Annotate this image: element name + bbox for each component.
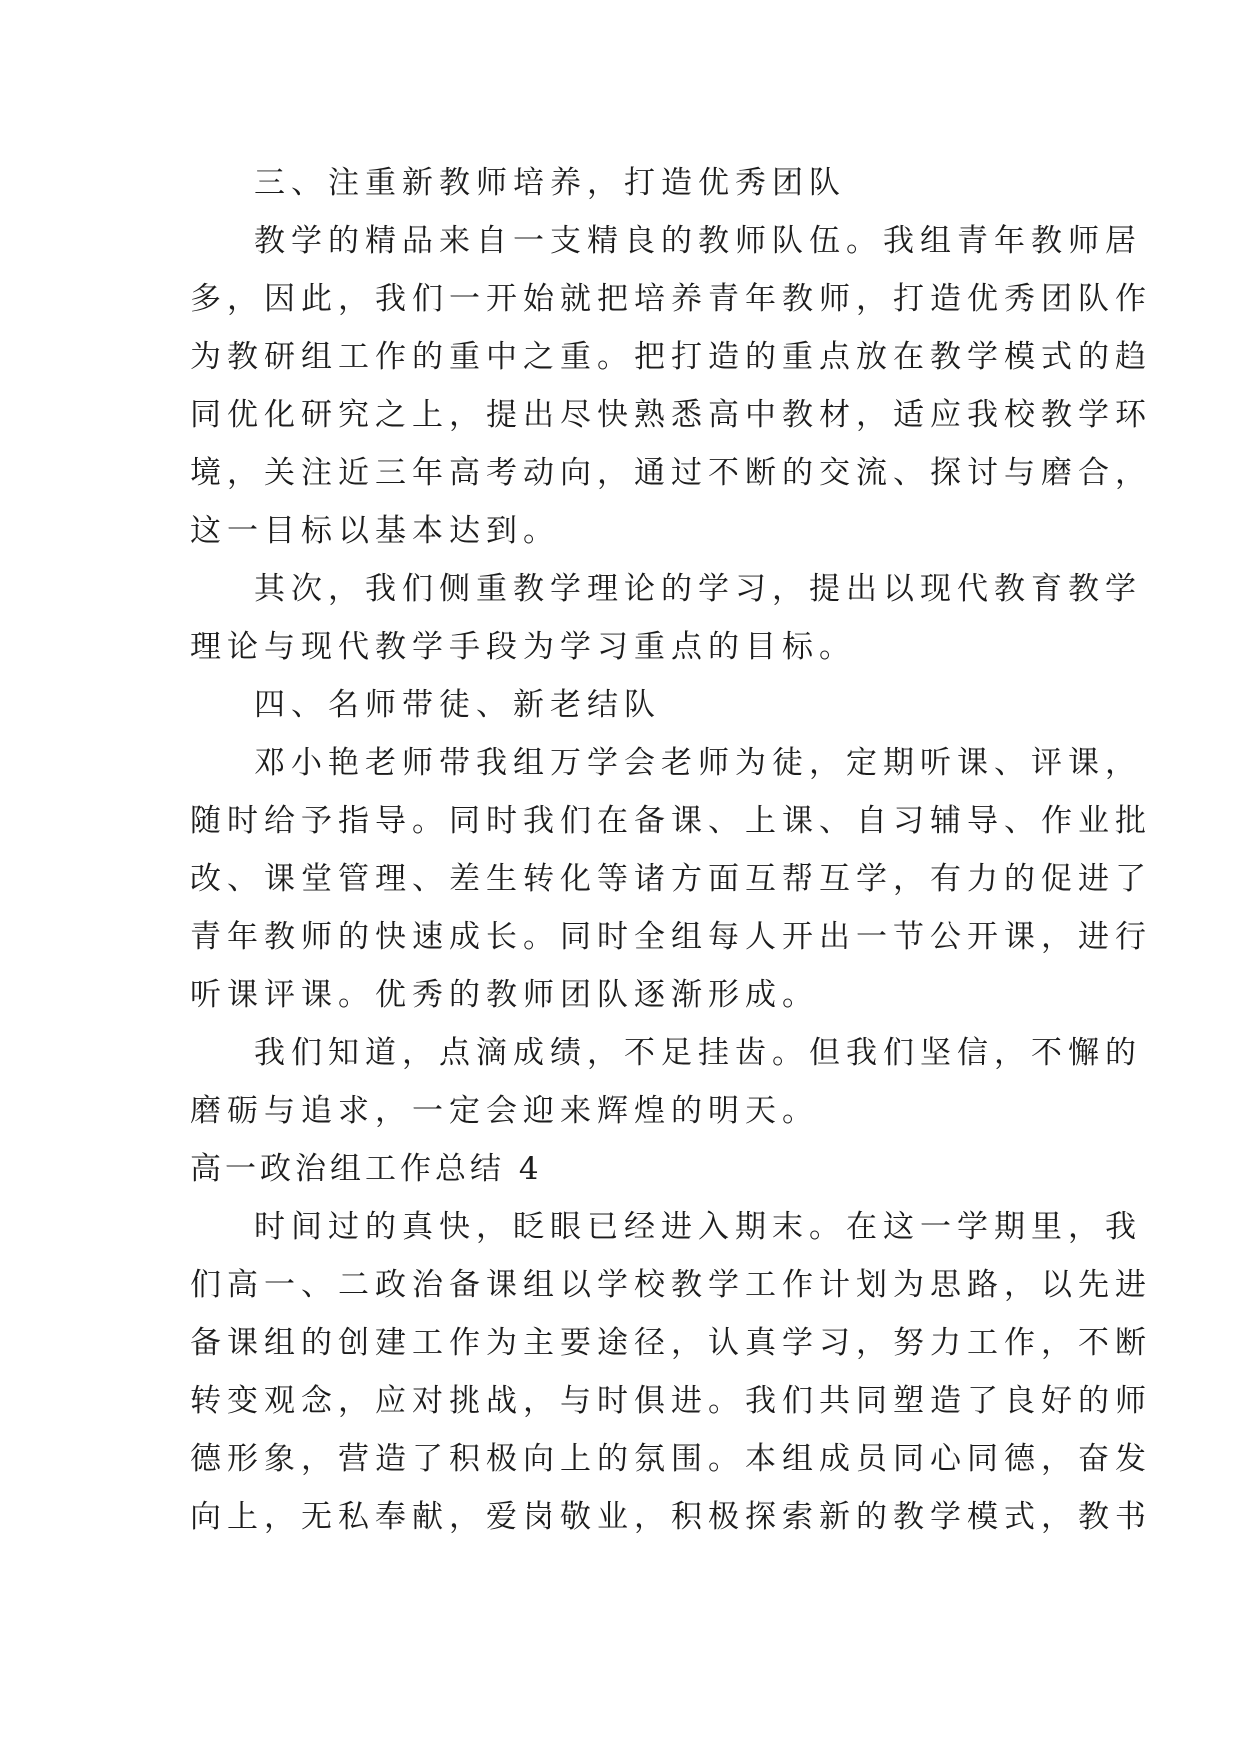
paragraph-line: 理论与现代教学手段为学习重点的目标。 xyxy=(190,629,856,665)
paragraph-line: 们高一、二政治备课组以学校教学工作计划为思路，以先进 xyxy=(190,1267,1152,1303)
section-heading-4: 四、名师带徒、新老结队 xyxy=(254,687,661,723)
paragraph-line: 向上，无私奉献，爱岗敬业，积极探索新的教学模式，教书 xyxy=(190,1499,1152,1535)
paragraph-line: 听课评课。优秀的教师团队逐渐形成。 xyxy=(190,977,819,1013)
document-title-4: 高一政治组工作总结 4 xyxy=(190,1151,543,1187)
paragraph-line: 随时给予指导。同时我们在备课、上课、自习辅导、作业批 xyxy=(190,803,1152,839)
paragraph-line: 时间过的真快，眨眼已经进入期末。在这一学期里，我 xyxy=(254,1209,1142,1245)
paragraph-line: 其次，我们侧重教学理论的学习，提出以现代教育教学 xyxy=(254,571,1142,607)
section-heading-3: 三、注重新教师培养，打造优秀团队 xyxy=(254,165,846,201)
paragraph-line: 转变观念，应对挑战，与时俱进。我们共同塑造了良好的师 xyxy=(190,1383,1152,1419)
paragraph-line: 我们知道，点滴成绩，不足挂齿。但我们坚信，不懈的 xyxy=(254,1035,1142,1071)
paragraph-line: 这一目标以基本达到。 xyxy=(190,513,560,549)
paragraph-line: 磨砺与追求，一定会迎来辉煌的明天。 xyxy=(190,1093,819,1129)
paragraph-line: 同优化研究之上，提出尽快熟悉高中教材，适应我校教学环 xyxy=(190,397,1152,433)
paragraph-line: 德形象，营造了积极向上的氛围。本组成员同心同德，奋发 xyxy=(190,1441,1152,1477)
paragraph-line: 邓小艳老师带我组万学会老师为徒，定期听课、评课， xyxy=(254,745,1142,781)
paragraph-line: 青年教师的快速成长。同时全组每人开出一节公开课，进行 xyxy=(190,919,1152,955)
paragraph-line: 为教研组工作的重中之重。把打造的重点放在教学模式的趋 xyxy=(190,339,1152,375)
paragraph-line: 备课组的创建工作为主要途径，认真学习，努力工作，不断 xyxy=(190,1325,1152,1361)
paragraph-line: 教学的精品来自一支精良的教师队伍。我组青年教师居 xyxy=(254,223,1142,259)
paragraph-line: 改、课堂管理、差生转化等诸方面互帮互学，有力的促进了 xyxy=(190,861,1152,897)
paragraph-line: 境，关注近三年高考动向，通过不断的交流、探讨与磨合， xyxy=(190,455,1152,491)
paragraph-line: 多，因此，我们一开始就把培养青年教师，打造优秀团队作 xyxy=(190,281,1152,317)
